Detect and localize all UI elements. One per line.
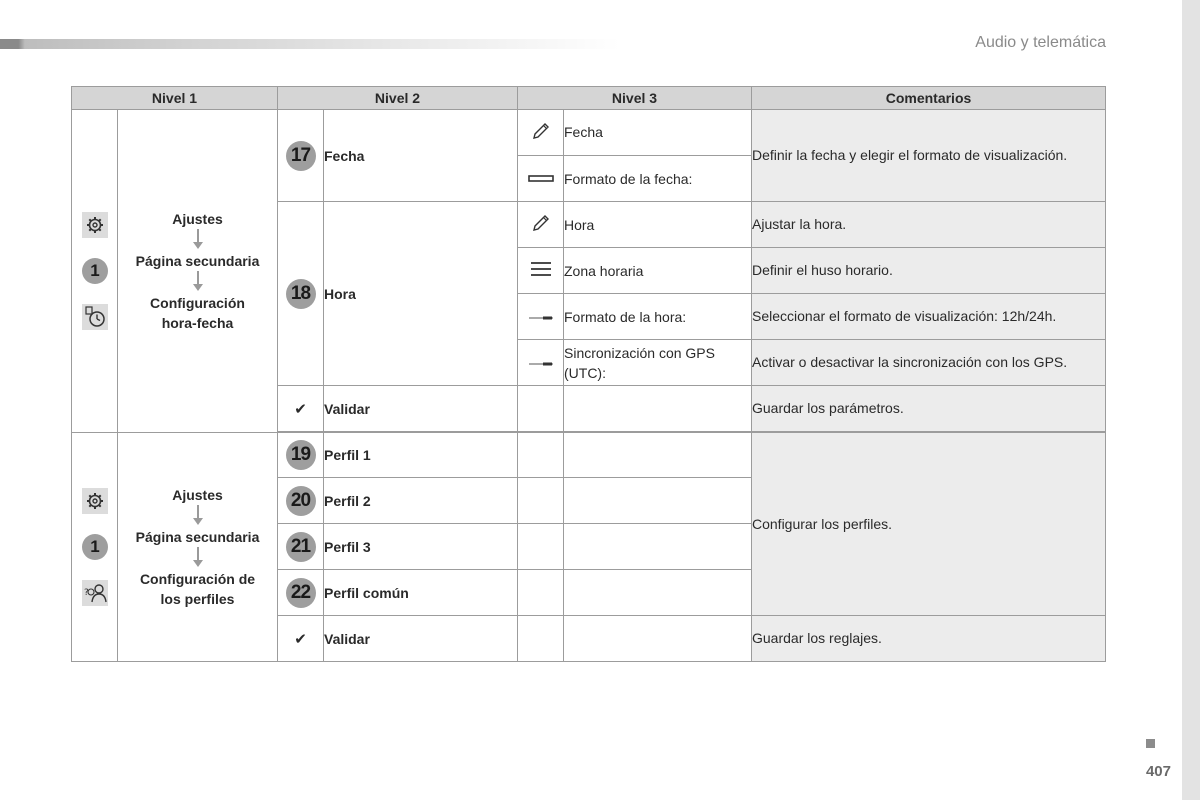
- fecha-number-badge: 17: [286, 141, 316, 171]
- down-arrow-icon: [192, 229, 204, 251]
- level1-path-cell: [118, 110, 278, 433]
- comment-formato-hora: Seleccionar el formato de visualización: 12h/24h.: [752, 294, 1106, 340]
- down-arrow-icon: [192, 271, 204, 293]
- settings-gear-icon: [82, 212, 108, 238]
- level1-pagina-secundaria: Página secundaria: [135, 529, 260, 545]
- table-header-row: [72, 87, 1106, 110]
- empty-cell: [564, 386, 752, 432]
- level3-zona-horaria: Zona horaria: [564, 248, 752, 294]
- level1-ajustes: Ajustes: [172, 211, 223, 227]
- empty-cell: [564, 616, 752, 662]
- perfil3-number-badge: 21: [286, 532, 316, 562]
- table-row: [72, 110, 1106, 156]
- validar-label: Validar: [324, 386, 518, 432]
- clock-settings-icon: [82, 304, 108, 330]
- comment-zona-horaria: Definir el huso horario.: [752, 248, 1106, 294]
- level1-configuracion-de: Configuración de: [139, 571, 256, 587]
- hora-badge-cell: [278, 202, 324, 386]
- fecha-badge-cell: [278, 110, 324, 202]
- zona-list-cell: [518, 248, 564, 294]
- fecha-format-cell: [518, 156, 564, 202]
- perfil-comun-badge-cell: [278, 570, 324, 616]
- perfil2-badge-cell: [278, 478, 324, 524]
- comment-validar: Guardar los parámetros.: [752, 386, 1106, 432]
- empty-cell: [518, 524, 564, 570]
- comment-perfiles: Configurar los perfiles.: [752, 433, 1106, 616]
- level3-hora: Hora: [564, 202, 752, 248]
- validar-check-cell: [278, 386, 324, 432]
- level1-icons-cell: [72, 110, 118, 433]
- perfil-comun-label: Perfil común: [324, 570, 518, 616]
- checkmark-icon: ✔: [294, 400, 307, 418]
- perfil1-label: Perfil 1: [324, 433, 518, 478]
- validar-label: Validar: [324, 616, 518, 662]
- level1-los-perfiles: los perfiles: [160, 591, 235, 607]
- format-bar-icon: [528, 174, 554, 184]
- comment-hora: Ajustar la hora.: [752, 202, 1106, 248]
- down-arrow-icon: [192, 547, 204, 569]
- secondary-page-badge: 1: [82, 258, 108, 284]
- empty-cell: [564, 570, 752, 616]
- perfil1-number-badge: 19: [286, 440, 316, 470]
- level3-formato-fecha: Formato de la fecha:: [564, 156, 752, 202]
- perfil3-label: Perfil 3: [324, 524, 518, 570]
- hora-label: Hora: [324, 202, 518, 386]
- empty-cell: [518, 478, 564, 524]
- down-arrow-icon: [192, 505, 204, 527]
- settings-gear-icon: [82, 488, 108, 514]
- fecha-edit-cell: [518, 110, 564, 156]
- validar-check-cell: [278, 616, 324, 662]
- toggle-switch-icon: [528, 360, 554, 368]
- comment-sincronizacion: Activar o desactivar la sincronización con los GPS.: [752, 340, 1106, 386]
- level1-configuracion: Configuración: [150, 295, 245, 311]
- toggle-switch-icon: [528, 314, 554, 322]
- empty-cell: [564, 478, 752, 524]
- column-header-nivel2: Nivel 2: [278, 87, 518, 110]
- page-corner-mark: [1146, 739, 1155, 748]
- column-header-nivel3: Nivel 3: [518, 87, 752, 110]
- empty-cell: [518, 616, 564, 662]
- sincronizacion-toggle-cell: [518, 340, 564, 386]
- settings-table: [71, 86, 1106, 662]
- hora-number-badge: 18: [286, 279, 316, 309]
- level3-formato-hora: Formato de la hora:: [564, 294, 752, 340]
- level1-pagina-secundaria: Página secundaria: [135, 253, 260, 269]
- table-row: [72, 433, 1106, 478]
- perfil-comun-number-badge: 22: [286, 578, 316, 608]
- level1-ajustes: Ajustes: [172, 487, 223, 503]
- profiles-icon: [82, 580, 108, 606]
- empty-cell: [564, 433, 752, 478]
- fecha-label: Fecha: [324, 110, 518, 202]
- page-number: 407: [1145, 763, 1171, 780]
- level1-icons-cell: [72, 433, 118, 662]
- comment-fecha: Definir la fecha y elegir el formato de visualización.: [752, 110, 1106, 202]
- perfil1-badge-cell: [278, 433, 324, 478]
- secondary-page-badge: 1: [82, 534, 108, 560]
- perfil3-badge-cell: [278, 524, 324, 570]
- empty-cell: [518, 570, 564, 616]
- hora-edit-cell: [518, 202, 564, 248]
- perfil2-label: Perfil 2: [324, 478, 518, 524]
- empty-cell: [518, 433, 564, 478]
- section-title: Audio y telemática: [975, 34, 1106, 51]
- checkmark-icon: ✔: [294, 630, 307, 648]
- list-icon: [530, 260, 552, 278]
- level1-path-cell: [118, 433, 278, 662]
- level3-sincronizacion: Sincronización con GPS (UTC):: [564, 340, 752, 386]
- formato-hora-toggle-cell: [518, 294, 564, 340]
- page-edge-strip: [1182, 0, 1200, 800]
- svg-text:?: ?: [83, 588, 89, 598]
- comment-validar: Guardar los reglajes.: [752, 616, 1106, 662]
- pencil-icon: [531, 121, 551, 141]
- pencil-icon: [531, 213, 551, 233]
- perfil2-number-badge: 20: [286, 486, 316, 516]
- level1-hora-fecha: hora-fecha: [161, 315, 234, 331]
- column-header-nivel1: Nivel 1: [72, 87, 278, 110]
- level3-fecha: Fecha: [564, 110, 752, 156]
- empty-cell: [564, 524, 752, 570]
- header-decor-bar: [0, 39, 620, 49]
- empty-cell: [518, 386, 564, 432]
- column-header-comentarios: Comentarios: [752, 87, 1106, 110]
